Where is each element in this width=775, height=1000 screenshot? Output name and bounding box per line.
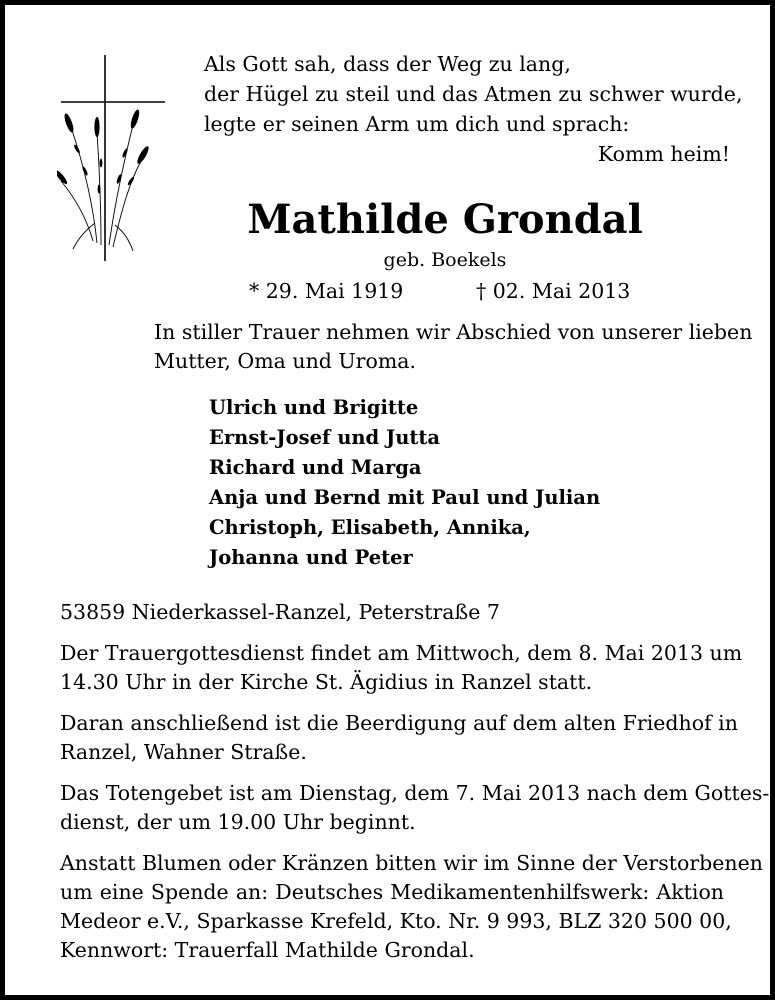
paragraph-line: um eine Spende an: Deutsches Medikamentenhilfswerk: Aktion: [60, 880, 724, 904]
address-line: 53859 Niederkassel-Ranzel, Peterstraße 7: [60, 600, 500, 624]
death-date: † 02. Mai 2013: [476, 279, 631, 303]
mourner-entry: Christoph, Elisabeth, Annika,: [209, 516, 531, 539]
paragraph-burial: [60, 709, 738, 767]
mourner-entry: Johanna und Peter: [209, 546, 413, 569]
paragraph-line: Ranzel, Wahner Straße.: [60, 740, 307, 764]
maiden-name: geb. Boekels: [383, 249, 507, 271]
mourners-list: [209, 393, 600, 573]
paragraph-line: Der Trauergottesdienst findet am Mittwoch, dem 8. Mai 2013 um: [60, 641, 743, 665]
paragraph-service: [60, 639, 743, 697]
poem: [204, 49, 743, 169]
paragraph-line: Anstatt Blumen oder Kränzen bitten wir im Sinne der Verstorbenen: [60, 851, 763, 875]
mourner-entry: Richard und Marga: [209, 456, 422, 479]
paragraph-line: 14.30 Uhr in der Kirche St. Ägidius in Ranzel statt.: [60, 670, 593, 694]
intro-line: In stiller Trauer nehmen wir Abschied von unserer lieben: [154, 320, 753, 344]
service-details: [60, 598, 770, 977]
intro-line: Mutter, Oma und Uroma.: [154, 349, 417, 373]
paragraph-donation: [60, 849, 763, 965]
mourner-entry: Anja und Bernd mit Paul und Julian: [209, 486, 601, 509]
paragraph-line: Das Totengebet ist am Dienstag, dem 7. Mai 2013 nach dem Gottes-: [60, 781, 770, 805]
poem-closing: Komm heim!: [597, 142, 730, 166]
paragraph-line: dienst, der um 19.00 Uhr beginnt.: [60, 810, 416, 834]
mourning-intro: [154, 318, 753, 376]
poem-line: legte er seinen Arm um dich und sprach:: [204, 112, 630, 136]
mourner-entry: Ernst-Josef und Jutta: [209, 426, 441, 449]
poem-line: Als Gott sah, dass der Weg zu lang,: [204, 52, 571, 76]
mourner-entry: Ulrich und Brigitte: [209, 396, 419, 419]
paragraph-prayer: [60, 779, 770, 837]
paragraph-line: Kennwort: Trauerfall Mathilde Grondal.: [60, 938, 475, 962]
deceased-name: Mathilde Grondal: [247, 196, 643, 243]
address: [60, 598, 724, 627]
cross-with-wheat-icon: [57, 53, 169, 263]
paragraph-line: Daran anschließend ist die Beerdigung auf dem alten Friedhof in: [60, 711, 738, 735]
poem-line: der Hügel zu steil und das Atmen zu schwer wurde,: [204, 82, 743, 106]
paragraph-line: Medeor e.V., Sparkasse Krefeld, Kto. Nr. 9 993, BLZ 320 500 00,: [60, 909, 732, 933]
birth-date: * 29. Mai 1919: [249, 279, 404, 303]
